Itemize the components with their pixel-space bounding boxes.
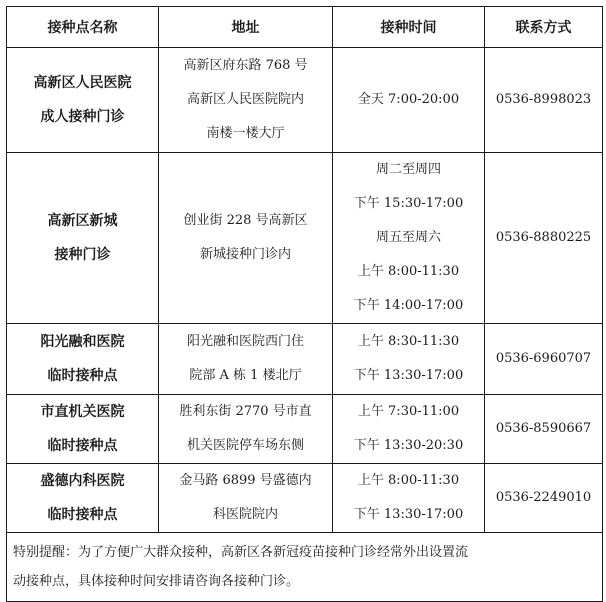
site-name-line: 接种门诊 bbox=[54, 247, 111, 263]
address-line: 南楼一楼大厅 bbox=[206, 126, 285, 141]
header-time: 接种时间 bbox=[333, 7, 485, 48]
time-line: 下午 15:30-17:00 bbox=[353, 196, 464, 211]
time-line: 上午 7:30-11:00 bbox=[357, 404, 460, 419]
table-row bbox=[7, 48, 603, 153]
phone-cell: 0536-8590667 bbox=[485, 395, 603, 464]
time-line: 上午 8:30-11:30 bbox=[357, 334, 460, 349]
address-line: 院部 A 栋 1 楼北厅 bbox=[189, 368, 302, 383]
site-name-cell bbox=[7, 48, 159, 153]
site-name-cell bbox=[7, 395, 159, 464]
site-name-cell bbox=[7, 464, 159, 533]
time-line: 下午 13:30-17:00 bbox=[353, 507, 464, 522]
address-line: 新城接种门诊内 bbox=[199, 247, 291, 262]
site-name-line: 阳光融和医院 bbox=[40, 334, 125, 350]
site-name-line: 盛德内科医院 bbox=[40, 473, 125, 489]
time-line: 上午 8:00-11:30 bbox=[357, 264, 460, 279]
address-cell bbox=[159, 324, 333, 395]
phone-cell: 0536-6960707 bbox=[485, 324, 603, 395]
address-line: 阳光融和医院西门住 bbox=[186, 334, 304, 349]
header-contact: 联系方式 bbox=[485, 7, 603, 48]
site-name-line: 临时接种点 bbox=[47, 507, 118, 523]
address-line: 创业街 228 号高新区 bbox=[183, 213, 308, 228]
site-name-line: 临时接种点 bbox=[47, 368, 118, 384]
table-row bbox=[7, 464, 603, 533]
time-line: 下午 13:30-17:00 bbox=[353, 368, 464, 383]
special-reminder-note bbox=[7, 533, 603, 602]
address-cell bbox=[159, 395, 333, 464]
note-line: 动接种点，具体接种时间安排请咨询各接种门诊。 bbox=[13, 574, 300, 589]
phone-cell: 0536-2249010 bbox=[485, 464, 603, 533]
header-site-name: 接种点名称 bbox=[7, 7, 159, 48]
phone-cell: 0536-8880225 bbox=[485, 153, 603, 324]
time-line: 周二至周四 bbox=[375, 162, 441, 177]
phone-cell: 0536-8998023 bbox=[485, 48, 603, 153]
time-cell bbox=[333, 153, 485, 324]
address-line: 金马路 6899 号盛德内 bbox=[179, 473, 312, 488]
time-cell bbox=[333, 395, 485, 464]
time-line: 下午 14:00-17:00 bbox=[353, 298, 464, 313]
address-line: 科医院院内 bbox=[212, 507, 278, 522]
time-line: 上午 8:00-11:30 bbox=[357, 473, 460, 488]
vaccination-sites-table bbox=[6, 6, 603, 602]
site-name-cell bbox=[7, 153, 159, 324]
address-cell bbox=[159, 153, 333, 324]
site-name-line: 市直机关医院 bbox=[40, 404, 125, 420]
table-row bbox=[7, 395, 603, 464]
time-cell bbox=[333, 48, 485, 153]
address-cell bbox=[159, 48, 333, 153]
time-line: 周五至周六 bbox=[375, 230, 441, 245]
address-line: 高新区人民医院院内 bbox=[186, 92, 304, 107]
time-line: 全天 7:00-20:00 bbox=[357, 92, 460, 107]
address-line: 机关医院停车场东侧 bbox=[186, 438, 304, 453]
site-name-line: 高新区新城 bbox=[47, 213, 118, 229]
time-cell bbox=[333, 324, 485, 395]
time-cell bbox=[333, 464, 485, 533]
address-line: 胜利东街 2770 号市直 bbox=[179, 404, 312, 419]
site-name-line: 成人接种门诊 bbox=[40, 109, 125, 125]
note-line: 特别提醒：为了方便广大群众接种，高新区各新冠疫苗接种门诊经常外出设置流 bbox=[13, 545, 469, 560]
site-name-line: 高新区人民医院 bbox=[33, 75, 132, 91]
site-name-cell bbox=[7, 324, 159, 395]
address-cell bbox=[159, 464, 333, 533]
vaccination-table-container bbox=[6, 6, 602, 592]
site-name-line: 临时接种点 bbox=[47, 438, 118, 454]
table-row bbox=[7, 153, 603, 324]
table-header-row bbox=[7, 7, 603, 48]
header-address: 地址 bbox=[159, 7, 333, 48]
address-line: 高新区府东路 768 号 bbox=[183, 58, 308, 73]
table-row bbox=[7, 324, 603, 395]
time-line: 下午 13:30-20:30 bbox=[353, 438, 464, 453]
note-row bbox=[7, 533, 603, 602]
